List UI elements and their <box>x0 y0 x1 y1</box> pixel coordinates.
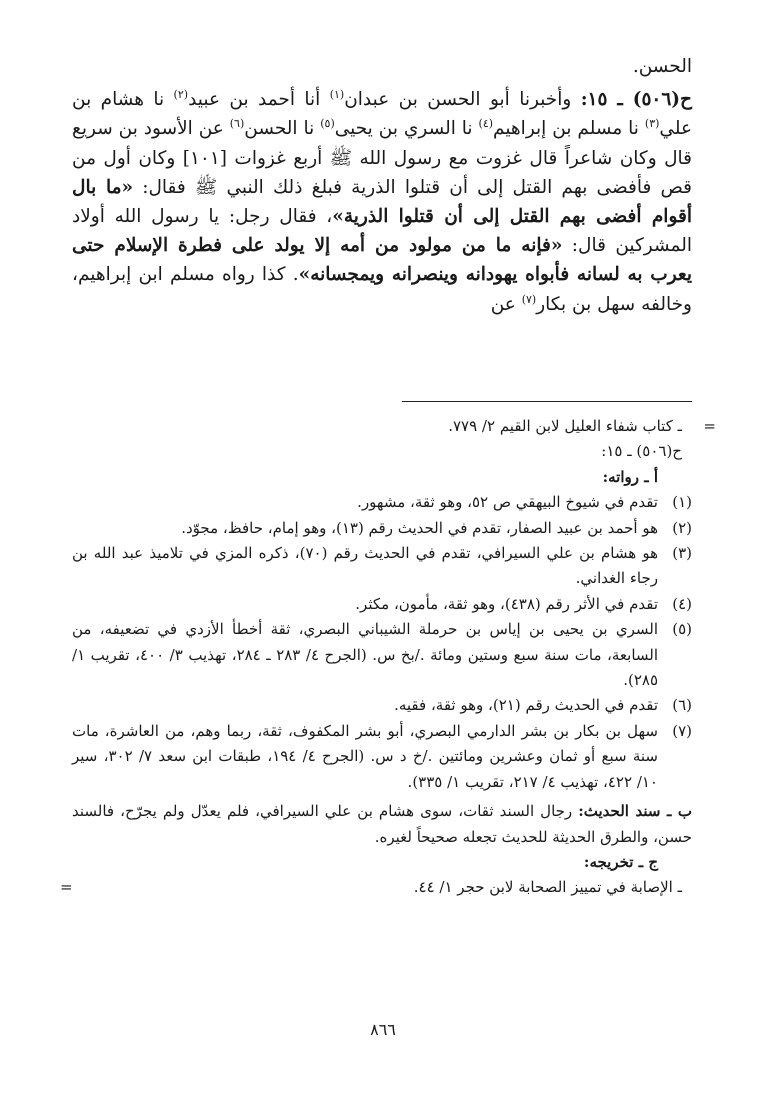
hadith-number: ح(٥٠٦) ـ ١٥: <box>580 89 692 111</box>
footnote-number: (٢) <box>672 518 692 537</box>
footnote-item <box>72 516 692 541</box>
hadith-paragraph <box>72 85 692 319</box>
matn-text: عن الأسود بن سريع قال وكان شاعراً قال غزوت مع رسول الله ﷺ أربع غزوات [١٠١] وكان أول من قص فأفضى بهم القتل إلى أن قتلوا الذرية فبلغ ذلك النبي ﷺ فقال: <box>72 118 693 198</box>
footnote-ref-4: (٤) <box>478 117 494 131</box>
footnote-text: ـ كتاب شفاء العليل لابن القيم ٢/ ٧٧٩. <box>448 417 682 435</box>
section-narrators-heading: أ ـ رواته: <box>602 467 658 486</box>
footnote-text: السري بن يحيى بن إياس بن حرملة الشيباني البصري، ثقة أخطأ الأزدي في تضعيفه، من السابعة، مات سنة سبع وستين ومائة ./بخ س. (الجرح ٤/ ٢٨٣ ـ ٢٨٤، تهذيب ٣/ ٤٠٠، تقريب ١/ ٢٨٥). <box>72 620 659 690</box>
footnote-number: (١) <box>672 493 692 512</box>
takhrij-item <box>60 875 692 900</box>
footnote-item <box>72 617 692 693</box>
isnad-text: نا السري بن يحيى <box>334 118 479 140</box>
footnote-ref-5: (٥) <box>320 117 335 131</box>
prophetic-quote: «فإنه ما من مولود من أمه إلا يولد على فطرة الإسلام حتى يعرب به لسانه فأبواه يهودانه وينصرانه ويمجسانه» <box>72 235 692 286</box>
page-number: ٨٦٦ <box>370 1020 396 1039</box>
footnote-text: تقدم في الأثر رقم (٤٣٨)، وهو ثقة، مأمون، مكثر. <box>355 594 658 613</box>
footnote-text: هو أحمد بن عبيد الصفار، تقدم في الحديث رقم (١٣)، وهو إمام، حافظ، مجوّد. <box>181 518 658 537</box>
footnote-text: تقدم في الحديث رقم (٢١)، وهو ثقة، فقيه. <box>394 696 658 715</box>
section-isnad <box>72 799 692 850</box>
matn-text: ، فقال رجل: يا رسول الله أولاد المشركين قال: <box>72 206 692 257</box>
footnote-text: هو هشام بن علي السيرافي، تقدم في الحديث رقم (٧٠)، ذكره المزي في تلاميذ عبد الله بن رجاء الغداني. <box>72 544 658 588</box>
footnote-item <box>72 592 692 617</box>
footnote-item <box>72 490 692 515</box>
footnotes <box>60 414 716 901</box>
previous-text-tail: الحسن. <box>632 56 692 77</box>
footnote-item <box>72 541 692 592</box>
continuation-mark: = <box>60 878 73 897</box>
continuation-mark: = <box>703 417 716 435</box>
footnote-item <box>72 719 692 795</box>
footnote-item <box>72 693 692 718</box>
main-text <box>72 52 692 319</box>
footnote-continuation <box>72 414 716 439</box>
isnad-text: نا الحسن <box>244 118 321 140</box>
footnote-ref-2: (٢) <box>173 88 189 102</box>
footnote-number: (٥) <box>672 620 692 639</box>
footnote-ref-6: (٦) <box>229 117 245 131</box>
isnad-text: أنا أحمد بن عبيد <box>188 89 330 111</box>
footnote-number: (٦) <box>672 696 692 715</box>
matn-text: . كذا رواه مسلم ابن إبراهيم، وخالفه سهل بن بكار <box>72 264 692 315</box>
footnote-ref-3: (٣) <box>644 117 660 131</box>
section-takhrij-heading: ج ـ تخريجه: <box>583 852 658 871</box>
footnote-separator <box>402 401 692 402</box>
footnote-number: (٤) <box>672 594 692 613</box>
hadith-reference: ح(٥٠٦) ـ ١٥: <box>601 442 682 461</box>
section-isnad-heading: ب ـ سند الحديث: <box>578 802 692 821</box>
footnote-text: ـ الإصابة في تمييز الصحابة لابن حجر ١/ ٤٤. <box>413 878 682 897</box>
footnote-text: سهل بن بكار بن بشر الدارمي البصري، أبو بشر المكفوف، ثقة، ربما وهم، من العاشرة، مات سنة سبع أو ثمان وعشرين ومائتين ./خ د س. (الجرح ٤/ ١٩٤، طبقات ابن سعد ٧/ ٣٠٢، سير ١٠/ ٤٢٢، تهذيب ٤/ ٢١٧، تقريب ١/ ٣٣٥). <box>72 721 658 791</box>
footnote-number: (٣) <box>672 544 692 563</box>
footnote-ref-7: (٧) <box>521 292 537 306</box>
isnad-text: نا مسلم بن إبراهيم <box>493 118 645 140</box>
isnad-text: وأخبرنا أبو الحسن بن عبدان <box>344 89 572 111</box>
isnad-text: نا هشام بن علي <box>72 89 692 140</box>
section-isnad-text: رجال السند ثقات، سوى هشام بن علي السيرافي، فلم يعدّل ولم يجرّح، فالسند حسن، والطرق الحديثة للحديث تجعله صحيحاً لغيره. <box>72 802 692 846</box>
footnote-ref-1: (١) <box>329 88 345 102</box>
footnote-text: تقدم في شيوخ البيهقي ص ٥٢، وهو ثقة، مشهور. <box>357 493 658 512</box>
prophetic-quote: «ما بال أقوام أفضى بهم القتل إلى أن قتلوا الذرية» <box>72 176 692 228</box>
matn-text: عن <box>490 293 522 315</box>
footnote-number: (٧) <box>672 721 692 740</box>
